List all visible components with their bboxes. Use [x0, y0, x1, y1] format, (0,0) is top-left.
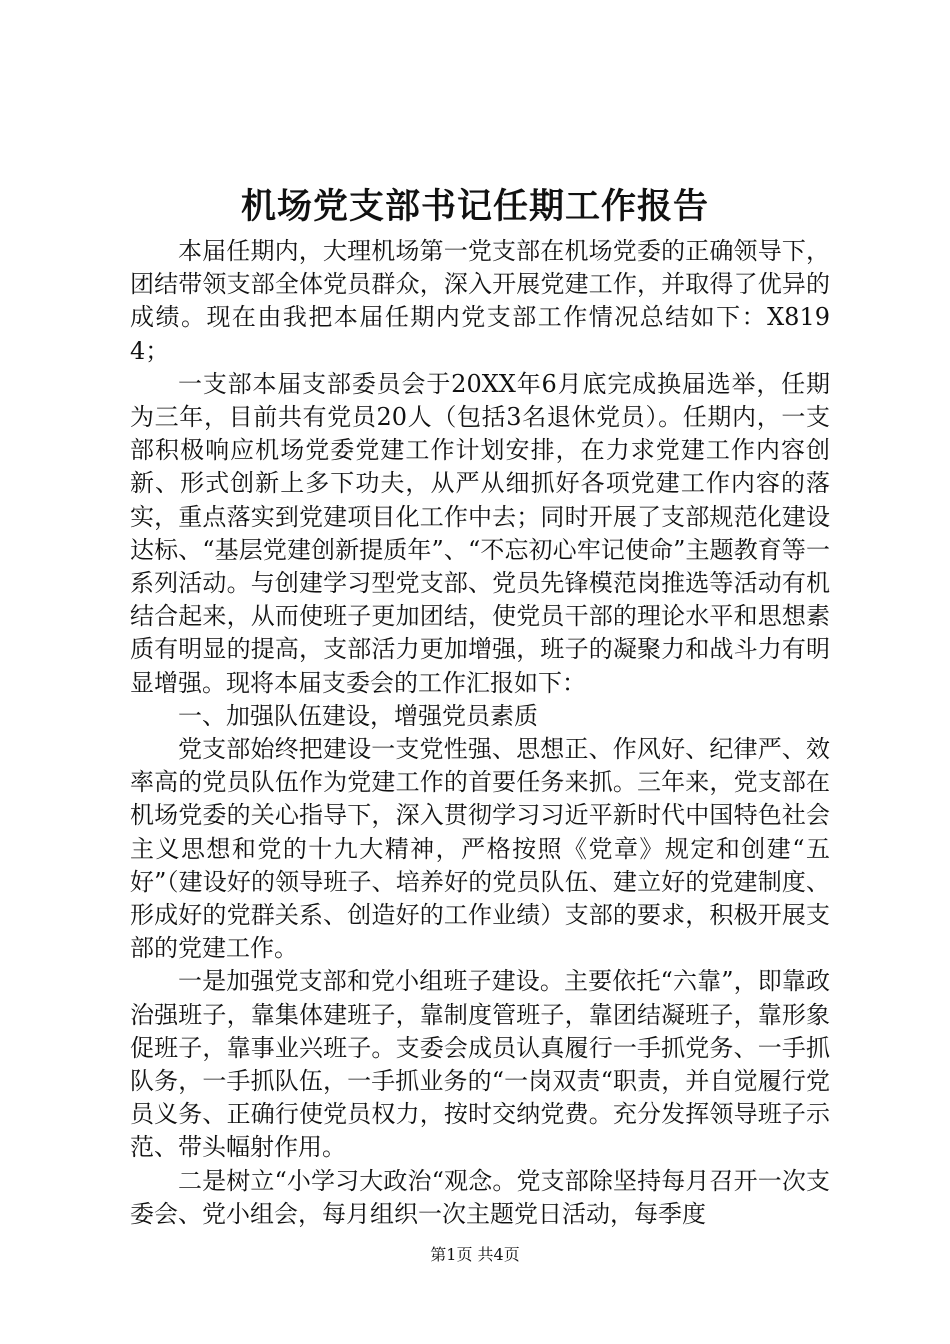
page-footer: 第1页 共4页 [430, 1245, 520, 1264]
paragraph-team-building: 党支部始终把建设一支党性强、思想正、作风好、纪律严、效率高的党员队伍作为党建工作的首要任务来抓。三年来，党支部在机场党委的关心指导下，深入贯彻学习习近平新时代中国特色社会主义思想和党的十九大精神，严格按照《党章》规定和创建“五好”（建设好的领导班子、培养好的党员队伍、建立好的党建制度、形成好的党群关系、创造好的工作业绩）支部的要求，积极开展支部的党建工作。 [130, 735, 830, 963]
section-heading: 一、加强队伍建设，增强党员素质 [178, 701, 538, 730]
document-title: 机场党支部书记任期工作报告 [240, 186, 709, 227]
document-body [130, 235, 830, 1231]
paragraph-point-two: 二是树立“小学习大政治“观念。党支部除坚持每月召开一次支委会、党小组会，每月组织一次主题党日活动，每季度 [130, 1166, 830, 1228]
paragraph-overview: 一支部本届支部委员会于20XX年6月底完成换届选举，任期为三年，目前共有党员20人（包括3名退休党员）。任期内，一支部积极响应机场党委党建工作计划安排，在力求党建工作内容创新、形式创新上多下功夫，从严从细抓好各项党建工作内容的落实，重点落实到党建项目化工作中去；同时开展了支部规范化建设达标、“基层党建创新提质年”、“不忘初心牢记使命”主题教育等一系列活动。与创建学习型党支部、党员先锋模范岗推选等活动有机结合起来，从而使班子更加团结，使党员干部的理论水平和思想素质有明显的提高，支部活力更加增强，班子的凝聚力和战斗力有明显增强。现将本届支委会的工作汇报如下： [130, 369, 830, 697]
paragraph-point-one: 一是加强党支部和党小组班子建设。主要依托“六靠”，即靠政治强班子，靠集体建班子，靠制度管班子，靠团结凝班子，靠形象促班子，靠事业兴班子。支委会成员认真履行一手抓党务、一手抓队务，一手抓队伍，一手抓业务的“一岗双责“职责，并自觉履行党员义务、正确行使党员权力，按时交纳党费。充分发挥领导班子示范、带头幅射作用。 [130, 967, 830, 1162]
paragraph-intro: 本届任期内，大理机场第一党支部在机场党委的正确领导下，团结带领支部全体党员群众，深入开展党建工作，并取得了优异的成绩。现在由我把本届任期内党支部工作情况总结如下：X8194； [130, 237, 830, 365]
